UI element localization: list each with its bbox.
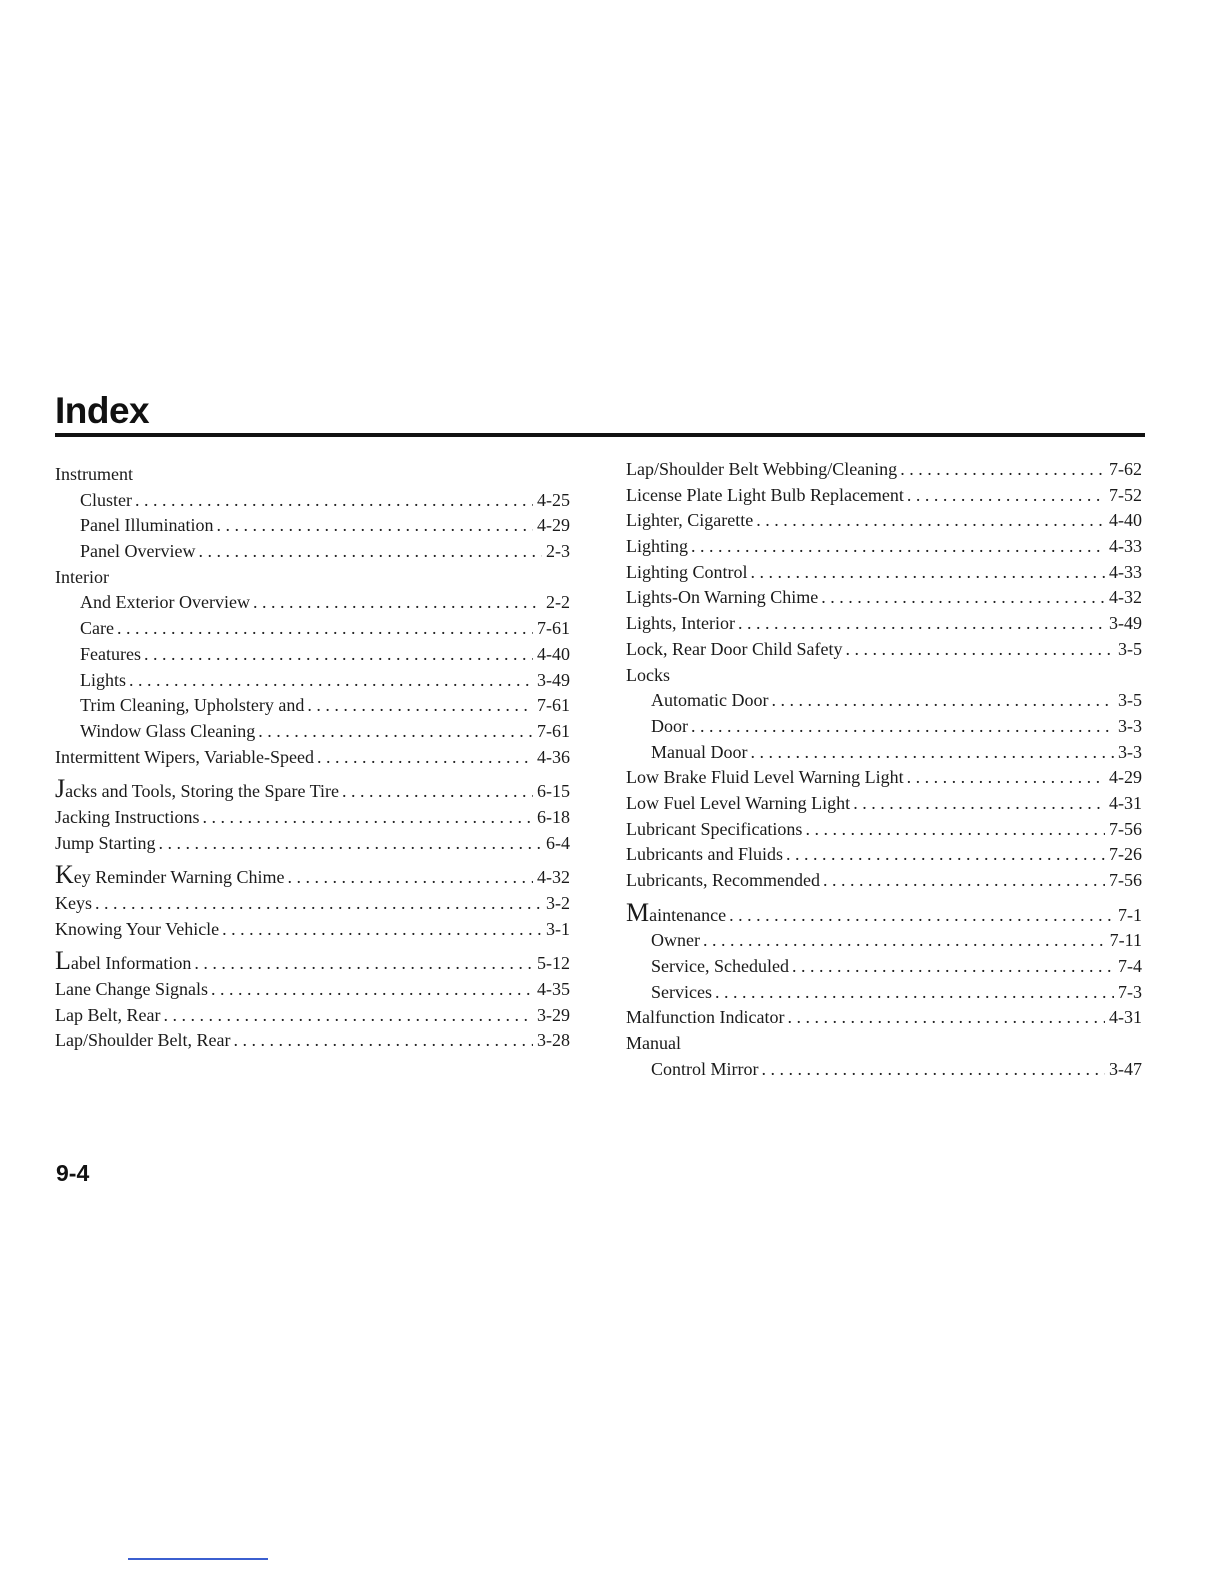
index-heading-label: Locks xyxy=(626,664,670,685)
index-entry-text: ey Reminder Warning Chime xyxy=(73,867,285,888)
index-entry-text: Cluster xyxy=(80,489,132,510)
index-entry-text: Lights-On Warning Chime xyxy=(626,587,819,608)
index-page-reference: 4-29 xyxy=(1109,767,1142,788)
index-entry-label xyxy=(626,534,688,560)
index-page-reference: 3-49 xyxy=(1109,613,1142,634)
dot-leader xyxy=(691,714,1114,740)
index-entry-label xyxy=(626,817,802,843)
index-entry-label xyxy=(651,688,768,714)
index-entry-label xyxy=(55,774,340,805)
index-entry-text: Lights, Interior xyxy=(626,613,735,634)
index-entry-label xyxy=(651,928,700,954)
index-entry xyxy=(626,868,1142,894)
index-page-reference: 3-2 xyxy=(546,893,570,913)
index-page-reference: 2-2 xyxy=(546,592,570,613)
index-entry-label xyxy=(80,539,195,565)
index-heading-label: Manual xyxy=(626,1033,681,1054)
dot-leader xyxy=(715,980,1114,1006)
index-entry xyxy=(55,891,570,917)
index-entry-text: Control Mirror xyxy=(651,1058,759,1079)
dot-leader xyxy=(907,483,1105,509)
index-entry-text: Panel Illumination xyxy=(80,515,214,536)
index-entry-text: Automatic Door xyxy=(651,690,769,711)
index-page-reference: 7-4 xyxy=(1118,956,1142,977)
index-page-reference: 3-29 xyxy=(537,1004,570,1025)
index-entry-text: Jump Starting xyxy=(55,832,156,853)
dot-leader xyxy=(762,1057,1106,1083)
index-subentry xyxy=(626,740,1142,766)
index-entry-label xyxy=(651,740,747,766)
index-entry-label xyxy=(626,897,727,929)
index-entry xyxy=(55,745,570,771)
index-subentry xyxy=(55,488,570,514)
dot-leader xyxy=(317,745,533,771)
dot-leader xyxy=(907,765,1105,791)
dot-leader xyxy=(233,1028,533,1054)
dot-leader xyxy=(202,805,533,831)
index-page-reference: 3-3 xyxy=(1118,715,1142,736)
index-page-reference: 2-3 xyxy=(546,541,570,562)
index-entry-text: Lubricants and Fluids xyxy=(626,844,783,865)
index-entry xyxy=(55,977,570,1003)
index-entry xyxy=(626,611,1142,637)
dot-leader xyxy=(853,791,1105,817)
index-entry-label xyxy=(55,977,208,1003)
index-entry-label xyxy=(80,642,141,668)
index-entry xyxy=(626,483,1142,509)
index-entry-text: Services xyxy=(651,981,712,1002)
index-entry xyxy=(626,897,1142,929)
index-entry xyxy=(626,534,1142,560)
index-entry-label xyxy=(626,1005,784,1031)
index-entry-label xyxy=(626,457,897,483)
index-entry-text: Lighting xyxy=(626,536,688,557)
index-column-right xyxy=(626,457,1142,1083)
dot-leader xyxy=(198,539,542,565)
index-entry-text: Lighter, Cigarette xyxy=(626,510,754,531)
index-entry-label xyxy=(626,483,904,509)
index-entry-text: acks and Tools, Storing the Spare Tire xyxy=(65,781,340,802)
index-heading xyxy=(55,462,570,488)
index-subentry xyxy=(55,719,570,745)
index-entry-label xyxy=(55,860,285,891)
index-entry-label xyxy=(80,668,126,694)
index-entry-text: Lap/Shoulder Belt, Rear xyxy=(55,1030,231,1051)
dot-leader xyxy=(307,693,533,719)
index-entry-text: License Plate Light Bulb Replacement xyxy=(626,484,904,505)
index-entry-label xyxy=(80,590,250,616)
index-entry xyxy=(626,560,1142,586)
index-page-reference: 4-40 xyxy=(537,643,570,664)
index-entry-label xyxy=(626,842,783,868)
index-entry xyxy=(626,1005,1142,1031)
index-entry-text: Low Brake Fluid Level Warning Light xyxy=(626,767,904,788)
title-rule xyxy=(55,433,1145,437)
index-page-reference: 7-56 xyxy=(1109,818,1142,839)
index-page-reference: 5-12 xyxy=(537,953,570,974)
index-entry-label xyxy=(626,508,753,534)
dot-leader xyxy=(216,513,533,539)
index-page-reference: 7-1 xyxy=(1118,904,1142,925)
index-entry xyxy=(55,774,570,805)
index-page-reference: 3-3 xyxy=(1118,741,1142,762)
dot-leader xyxy=(258,719,533,745)
dot-leader xyxy=(222,917,542,943)
index-page-reference: 7-26 xyxy=(1109,844,1142,865)
index-heading xyxy=(626,1031,1142,1057)
index-entry xyxy=(626,508,1142,534)
index-entry-label xyxy=(626,637,842,663)
index-entry-label xyxy=(80,616,114,642)
index-entry-label xyxy=(80,488,132,514)
index-entry-text: Features xyxy=(80,643,141,664)
dot-leader xyxy=(751,560,1106,586)
index-entry-text: Panel Overview xyxy=(80,541,196,562)
index-entry-text: Knowing Your Vehicle xyxy=(55,918,220,939)
index-subentry xyxy=(55,642,570,668)
dot-leader xyxy=(144,642,533,668)
index-page-reference: 3-47 xyxy=(1109,1058,1142,1079)
index-subentry xyxy=(55,693,570,719)
index-entry-text: Lights xyxy=(80,669,127,690)
index-entry-text: Intermittent Wipers, Variable-Speed xyxy=(55,746,315,767)
dot-leader xyxy=(823,868,1105,894)
index-entry-text: Malfunction Indicator xyxy=(626,1007,785,1028)
index-entry-text: Door xyxy=(651,715,688,736)
index-entry-text: Lock, Rear Door Child Safety xyxy=(626,638,843,659)
index-entry-label xyxy=(55,1028,230,1054)
drop-cap-letter: L xyxy=(55,946,71,976)
dot-leader xyxy=(691,534,1105,560)
index-entry-text: Trim Cleaning, Upholstery and xyxy=(80,695,305,716)
index-entry-label xyxy=(626,560,748,586)
dot-leader xyxy=(253,590,542,616)
index-entry-text: Lap/Shoulder Belt Webbing/Cleaning xyxy=(626,459,898,479)
index-entry-label xyxy=(651,980,712,1006)
index-page-reference: 7-3 xyxy=(1118,981,1142,1002)
index-entry-text: Care xyxy=(80,618,114,639)
index-page-reference: 6-15 xyxy=(537,781,570,802)
index-page-reference: 7-11 xyxy=(1109,930,1142,951)
dot-leader xyxy=(738,611,1105,637)
index-entry xyxy=(55,860,570,891)
dot-leader xyxy=(703,928,1106,954)
index-subentry xyxy=(55,590,570,616)
index-entry xyxy=(55,946,570,977)
index-page-reference: 3-1 xyxy=(546,918,570,939)
index-entry-text: Manual Door xyxy=(651,741,748,762)
dot-leader xyxy=(750,740,1114,766)
index-entry-text: Keys xyxy=(55,893,92,913)
index-subentry xyxy=(55,668,570,694)
index-entry xyxy=(626,457,1142,483)
index-entry-label xyxy=(80,513,213,539)
index-heading-label: Interior xyxy=(55,566,109,587)
index-entry-label xyxy=(55,805,199,831)
index-page-reference: 6-18 xyxy=(537,806,570,827)
index-page-reference: 6-4 xyxy=(546,832,570,853)
index-subentry xyxy=(626,688,1142,714)
index-subentry xyxy=(55,616,570,642)
index-entry-label xyxy=(626,765,904,791)
index-entry-text: Window Glass Cleaning xyxy=(80,720,256,741)
index-subentry xyxy=(626,954,1142,980)
index-page-reference: 4-25 xyxy=(537,489,570,510)
index-entry xyxy=(626,637,1142,663)
dot-leader xyxy=(194,951,533,977)
index-page-reference: 3-5 xyxy=(1118,690,1142,711)
index-entry-label xyxy=(626,611,735,637)
index-page-reference: 3-5 xyxy=(1118,638,1142,659)
index-subentry xyxy=(626,980,1142,1006)
index-page-reference: 4-32 xyxy=(1109,587,1142,608)
dot-leader xyxy=(95,891,542,917)
bottom-divider xyxy=(128,1558,268,1560)
index-page-reference: 4-32 xyxy=(537,867,570,888)
dot-leader xyxy=(211,977,533,1003)
index-page-reference: 4-40 xyxy=(1109,510,1142,531)
index-entry xyxy=(626,765,1142,791)
index-entry-label xyxy=(55,946,192,977)
dot-leader xyxy=(287,865,533,891)
drop-cap-letter: K xyxy=(55,860,74,890)
dot-leader xyxy=(845,637,1114,663)
dot-leader xyxy=(787,1005,1105,1031)
dot-leader xyxy=(117,616,533,642)
index-entry xyxy=(55,1028,570,1054)
index-entry-text: Lubricant Specifications xyxy=(626,818,803,839)
index-entry xyxy=(626,817,1142,843)
index-page-reference: 7-61 xyxy=(537,720,570,741)
index-entry-text: aintenance xyxy=(649,904,727,925)
index-page-reference: 7-62 xyxy=(1109,459,1142,479)
index-entry xyxy=(55,831,570,857)
index-column-left xyxy=(55,462,570,1054)
index-page-reference: 7-61 xyxy=(537,618,570,639)
dot-leader xyxy=(163,1003,533,1029)
index-entry-label xyxy=(55,891,92,917)
index-entry xyxy=(626,842,1142,868)
index-entry-label xyxy=(626,585,818,611)
index-entry xyxy=(626,585,1142,611)
index-entry xyxy=(626,791,1142,817)
dot-leader xyxy=(792,954,1114,980)
dot-leader xyxy=(135,488,533,514)
index-entry-label xyxy=(626,791,850,817)
index-entry-text: Lane Change Signals xyxy=(55,979,208,1000)
index-entry-label xyxy=(80,719,255,745)
index-subentry xyxy=(626,1057,1142,1083)
index-entry-text: Lubricants, Recommended xyxy=(626,870,820,890)
index-page-reference: 4-29 xyxy=(537,515,570,536)
dot-leader xyxy=(805,817,1105,843)
index-entry-text: Owner xyxy=(651,930,700,951)
index-page-reference: 7-56 xyxy=(1109,870,1142,890)
index-entry xyxy=(55,917,570,943)
dot-leader xyxy=(342,779,533,805)
index-entry-text: Service, Scheduled xyxy=(651,956,789,977)
drop-cap-letter: M xyxy=(626,897,650,927)
index-page-reference: 4-31 xyxy=(1109,1007,1142,1028)
index-heading xyxy=(55,565,570,591)
index-page-reference: 4-31 xyxy=(1109,792,1142,813)
page-number: 9-4 xyxy=(56,1160,90,1186)
index-entry-text: And Exterior Overview xyxy=(80,592,250,613)
page-title: Index xyxy=(55,390,150,431)
index-entry-label xyxy=(651,714,688,740)
index-entry-text: abel Information xyxy=(70,953,192,974)
index-entry-text: Jacking Instructions xyxy=(55,806,200,827)
index-entry-label xyxy=(55,745,314,771)
index-entry-label xyxy=(55,1003,160,1029)
index-entry-label xyxy=(55,831,156,857)
index-page-reference: 3-28 xyxy=(537,1030,570,1051)
index-heading xyxy=(626,663,1142,689)
dot-leader xyxy=(129,668,533,694)
index-page-reference: 4-36 xyxy=(537,746,570,767)
index-page-reference: 4-35 xyxy=(537,979,570,1000)
index-subentry xyxy=(55,513,570,539)
index-page-reference: 4-33 xyxy=(1109,561,1142,582)
dot-leader xyxy=(771,688,1114,714)
index-entry-text: Lap Belt, Rear xyxy=(55,1004,161,1025)
dot-leader xyxy=(729,903,1114,929)
index-page-reference: 7-61 xyxy=(537,695,570,716)
dot-leader xyxy=(786,842,1105,868)
index-entry-text: Lighting Control xyxy=(626,561,748,582)
index-entry-label xyxy=(651,1057,759,1083)
drop-cap-letter: J xyxy=(55,774,66,804)
index-subentry xyxy=(626,714,1142,740)
index-entry-label xyxy=(626,868,820,894)
dot-leader xyxy=(756,508,1105,534)
index-subentry xyxy=(626,928,1142,954)
dot-leader xyxy=(821,585,1105,611)
index-entry-label xyxy=(55,917,219,943)
index-heading-label: Instrument xyxy=(55,464,133,484)
dot-leader xyxy=(900,457,1105,483)
index-page-reference: 3-49 xyxy=(537,669,570,690)
index-subentry xyxy=(55,539,570,565)
index-entry xyxy=(55,1003,570,1029)
index-entry xyxy=(55,805,570,831)
index-entry-label xyxy=(651,954,789,980)
index-entry-label xyxy=(80,693,304,719)
dot-leader xyxy=(159,831,542,857)
index-page-reference: 7-52 xyxy=(1109,484,1142,505)
index-entry-text: Low Fuel Level Warning Light xyxy=(626,792,851,813)
index-page-reference: 4-33 xyxy=(1109,536,1142,557)
